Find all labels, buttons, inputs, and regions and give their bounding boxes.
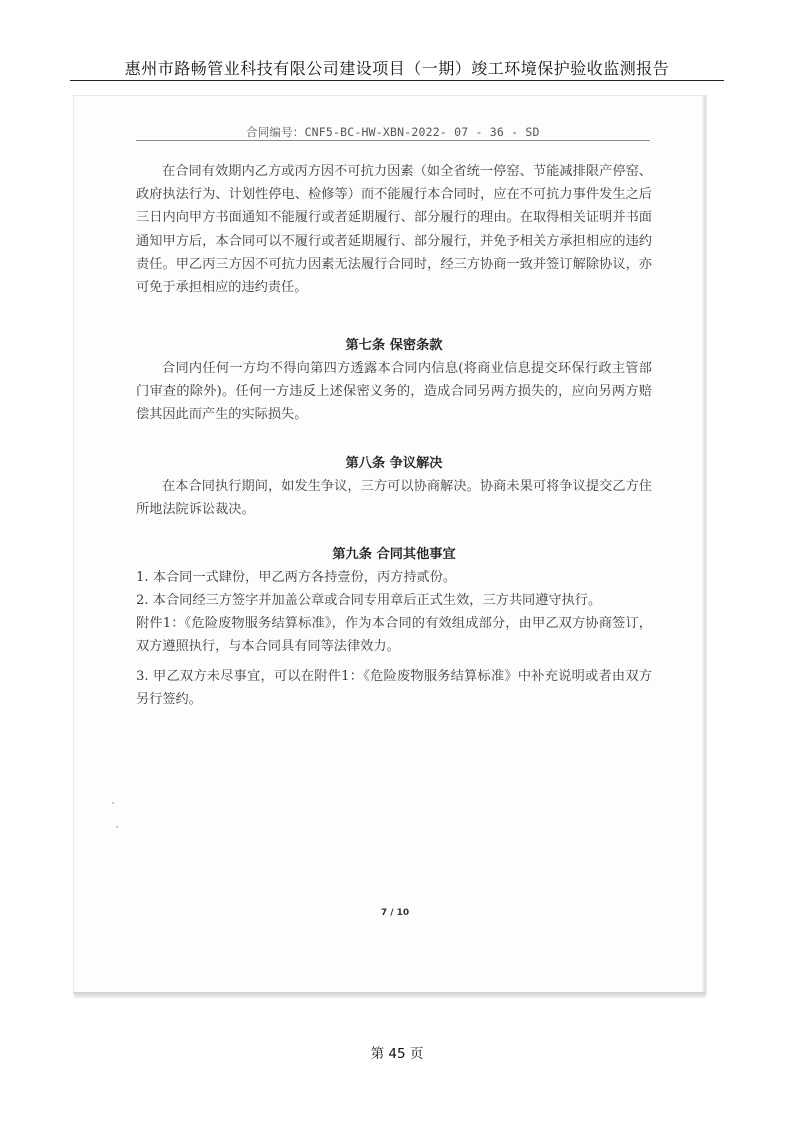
report-header-title: 惠州市路畅管业科技有限公司建设项目（一期）竣工环境保护验收监测报告 bbox=[124, 59, 670, 78]
section-title-dispute: 第八条 争议解决 bbox=[345, 456, 443, 471]
contract-number-rule bbox=[136, 140, 650, 141]
scan-right-shadow bbox=[702, 96, 706, 994]
scan-speck bbox=[112, 802, 114, 804]
scan-bottom-shadow bbox=[74, 992, 706, 998]
dispute-paragraph: 在本合同执行期间，如发生争议，三方可以协商解决。协商未果可将争议提交乙方住所地法院诉讼裁决。 bbox=[136, 479, 652, 518]
list-item: 3. 甲乙双方未尽事宜，可以在附件1：《危险废物服务结算标准》中补充说明或者由双方另行签约。 bbox=[136, 669, 652, 708]
scan-speck bbox=[116, 826, 118, 828]
list-item: 2. 本合同经三方签字并加盖公章或合同专用章后正式生效，三方共同遵守执行。 bbox=[136, 593, 602, 608]
header-divider bbox=[70, 80, 724, 81]
report-page-number: 第 45 页 bbox=[370, 1046, 424, 1062]
force-majeure-paragraph: 在合同有效期内乙方或丙方因不可抗力因素（如全省统一停窑、节能减排限产停窑、政府执法行为、计划性停电、检修等）而不能履行本合同时，应在不可抗力事件发生之后三日内向甲方书面通知不能履行或者延期履行、部分履行的理由。在取得相关证明并书面通知甲方后，本合同可以不履行或者延期履行、部分履行，并免予相关方承担相应的违约责任。甲乙丙三方因不可抗力因素无法履行合同时，经三方协商一致并签订解除协议，亦可免于承担相应的违约责任。 bbox=[136, 164, 652, 296]
confidentiality-paragraph: 合同内任何一方均不得向第四方透露本合同内信息(将商业信息提交环保行政主管部门审查的除外)。任何一方违反上述保密义务的，造成合同另两方损失的，应向另两方赔偿其因此而产生的实际损失。 bbox=[136, 361, 652, 423]
list-item: 附件1：《危险废物服务结算标准》，作为本合同的有效组成部分，由甲乙双方协商签订，双方遵照执行，与本合同具有同等法律效力。 bbox=[136, 616, 652, 655]
inner-page-number: 7 / 10 bbox=[380, 908, 410, 918]
contract-number: 合同编号：CNF5-BC-HW-XBN-2022- 07 - 36 - SD bbox=[246, 125, 540, 139]
list-item: 1. 本合同一式肆份，甲乙两方各持壹份，丙方持贰份。 bbox=[136, 570, 457, 585]
section-title-other-matters: 第九条 合同其他事宜 bbox=[332, 547, 456, 562]
section-title-confidentiality: 第七条 保密条款 bbox=[345, 338, 443, 353]
